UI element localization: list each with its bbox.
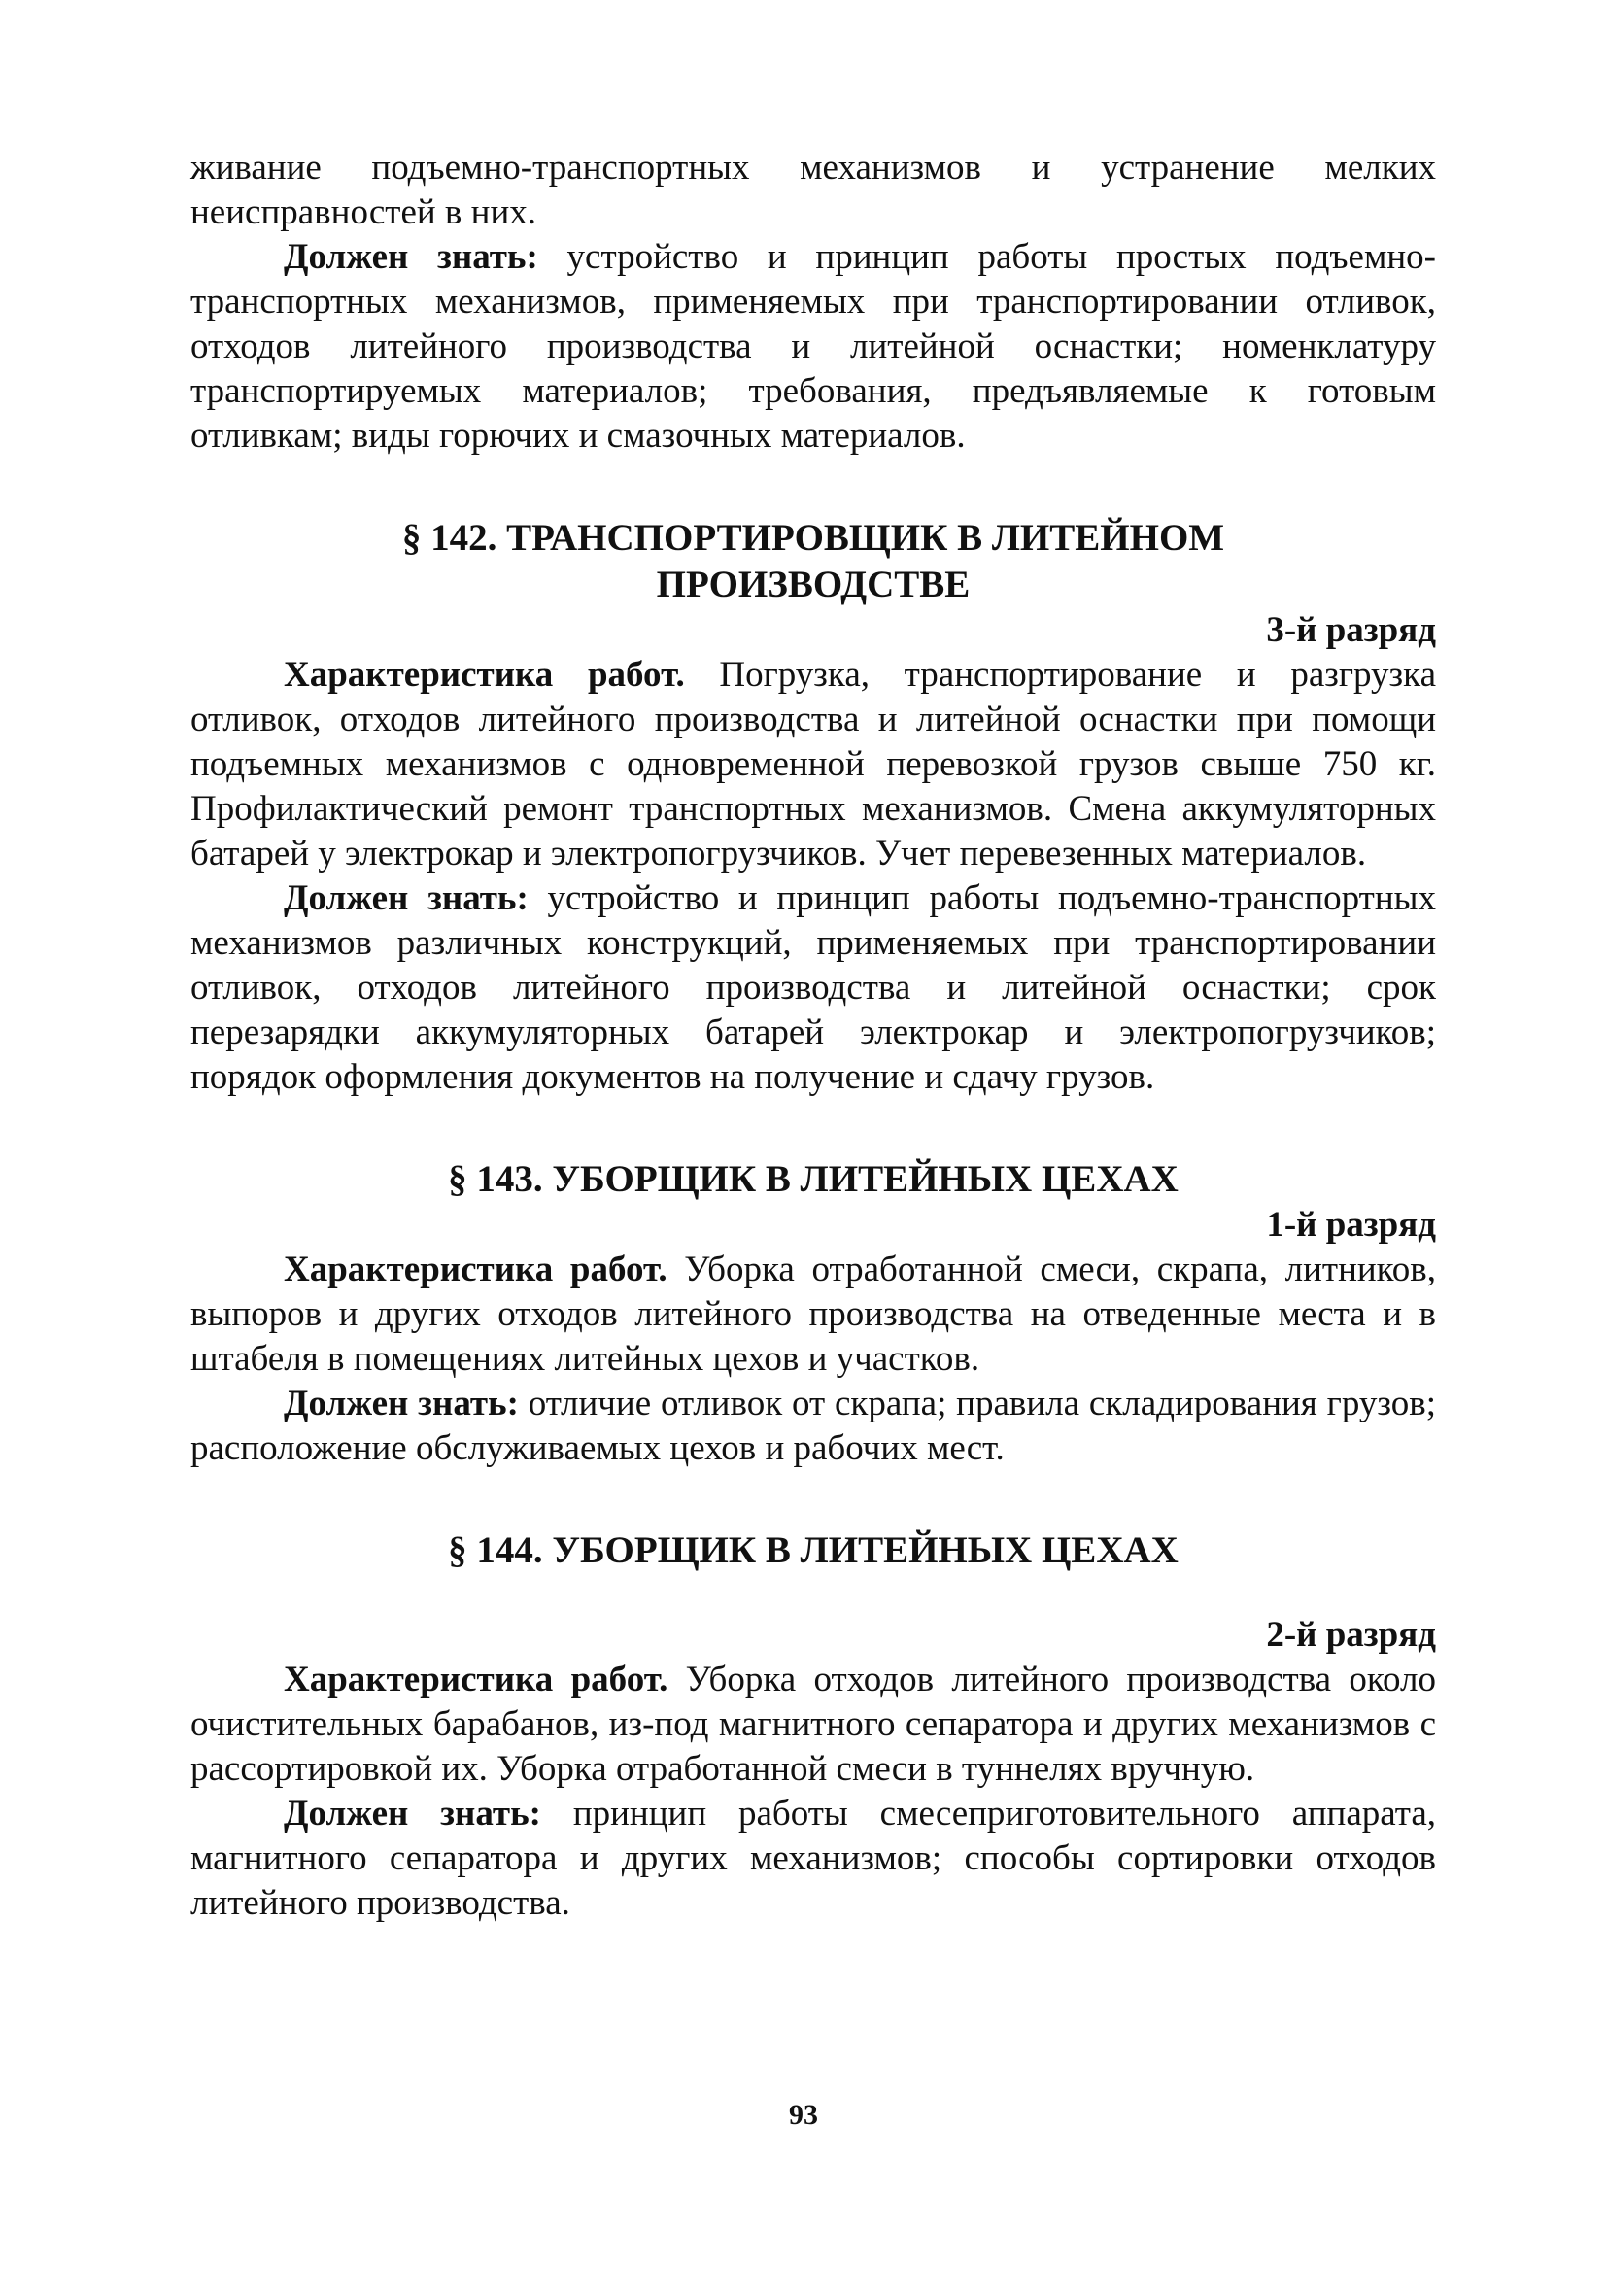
section-143	[190, 1156, 1436, 1471]
characteristics-text: Уборка отходов литейного производства около очистительных барабанов, из-под магнитного сепаратора и других механизмов с рассортировкой их. Уборка отработанной смеси в туннелях вручную.	[190, 1660, 1436, 1789]
knowledge-text: принцип работы смесеприготовительного аппарата, магнитного сепаратора и других механизмов; способы сортировки отходов литейного производства.	[190, 1794, 1436, 1923]
section-142	[190, 515, 1436, 1100]
section-heading: § 144. УБОРЩИК В ЛИТЕЙНЫХ ЦЕХАХ	[448, 1529, 1179, 1571]
knowledge-lead: Должен знать:	[284, 237, 538, 277]
section-heading: § 143. УБОРЩИК В ЛИТЕЙНЫХ ЦЕХАХ	[448, 1158, 1179, 1200]
knowledge-paragraph	[190, 1382, 1436, 1471]
work-characteristics	[190, 1658, 1436, 1792]
knowledge-lead: Должен знать:	[284, 878, 529, 918]
rank-label: 2-й разряд	[1266, 1615, 1436, 1655]
knowledge-paragraph	[190, 876, 1436, 1100]
work-characteristics	[190, 1248, 1436, 1382]
characteristics-lead: Характеристика работ.	[284, 1250, 667, 1289]
section-144	[190, 1527, 1436, 1926]
knowledge-lead: Должен знать:	[284, 1794, 541, 1833]
characteristics-text: Уборка отработанной смеси, скрапа, литников, выпоров и других отходов литейного производства на отведенные места и в штабеля в помещениях литейных цехов и участков.	[190, 1250, 1437, 1379]
section-heading: § 142. ТРАНСПОРТИРОВЩИК В ЛИТЕЙНОМ ПРОИЗВОДСТВЕ	[401, 517, 1225, 605]
rank-label: 3-й разряд	[1266, 610, 1436, 650]
knowledge-paragraph	[190, 1792, 1436, 1926]
knowledge-lead: Должен знать:	[284, 1384, 519, 1423]
knowledge-text: устройство и принцип работы простых подъемно-транспортных механизмов, применяемых при транспортировании отливок, отходов литейного производства и литейной оснастки; номенклатуру транспортируемых материалов; требования, предъявляемые к готовым отливкам; виды горючих и смазочных материалов.	[190, 237, 1436, 456]
rank-label: 1-й разряд	[1266, 1205, 1436, 1245]
knowledge-text: отличие отливок от скрапа; правила складирования грузов; расположение обслуживаемых цехов и рабочих мест.	[190, 1384, 1436, 1468]
document-page	[190, 146, 1436, 1926]
work-characteristics	[190, 653, 1436, 876]
characteristics-lead: Характеристика работ.	[284, 655, 685, 695]
characteristics-text: Погрузка, транспортирование и разгрузка отливок, отходов литейного производства и литейной оснастки при помощи подъемных механизмов с одновременной перевозкой грузов свыше 750 кг. Профилактический ремонт транспортных механизмов. Смена аккумуляторных батарей у электрокар и электропогрузчиков. Учет перевезенных материалов.	[190, 655, 1437, 874]
intro-knowledge-paragraph	[190, 235, 1436, 459]
page-number: 93	[789, 2099, 818, 2131]
intro-continuation: живание подъемно-транспортных механизмов и устранение мелких неисправностей в них.	[190, 148, 1436, 232]
characteristics-lead: Характеристика работ.	[284, 1660, 668, 1699]
knowledge-text: устройство и принцип работы подъемно-транспортных механизмов различных конструкций, применяемых при транспортировании отливок, отходов литейного производства и литейной оснастки; срок перезарядки аккумуляторных батарей электрокар и электропогрузчиков; порядок оформления документов на получение и сдачу грузов.	[190, 878, 1437, 1097]
